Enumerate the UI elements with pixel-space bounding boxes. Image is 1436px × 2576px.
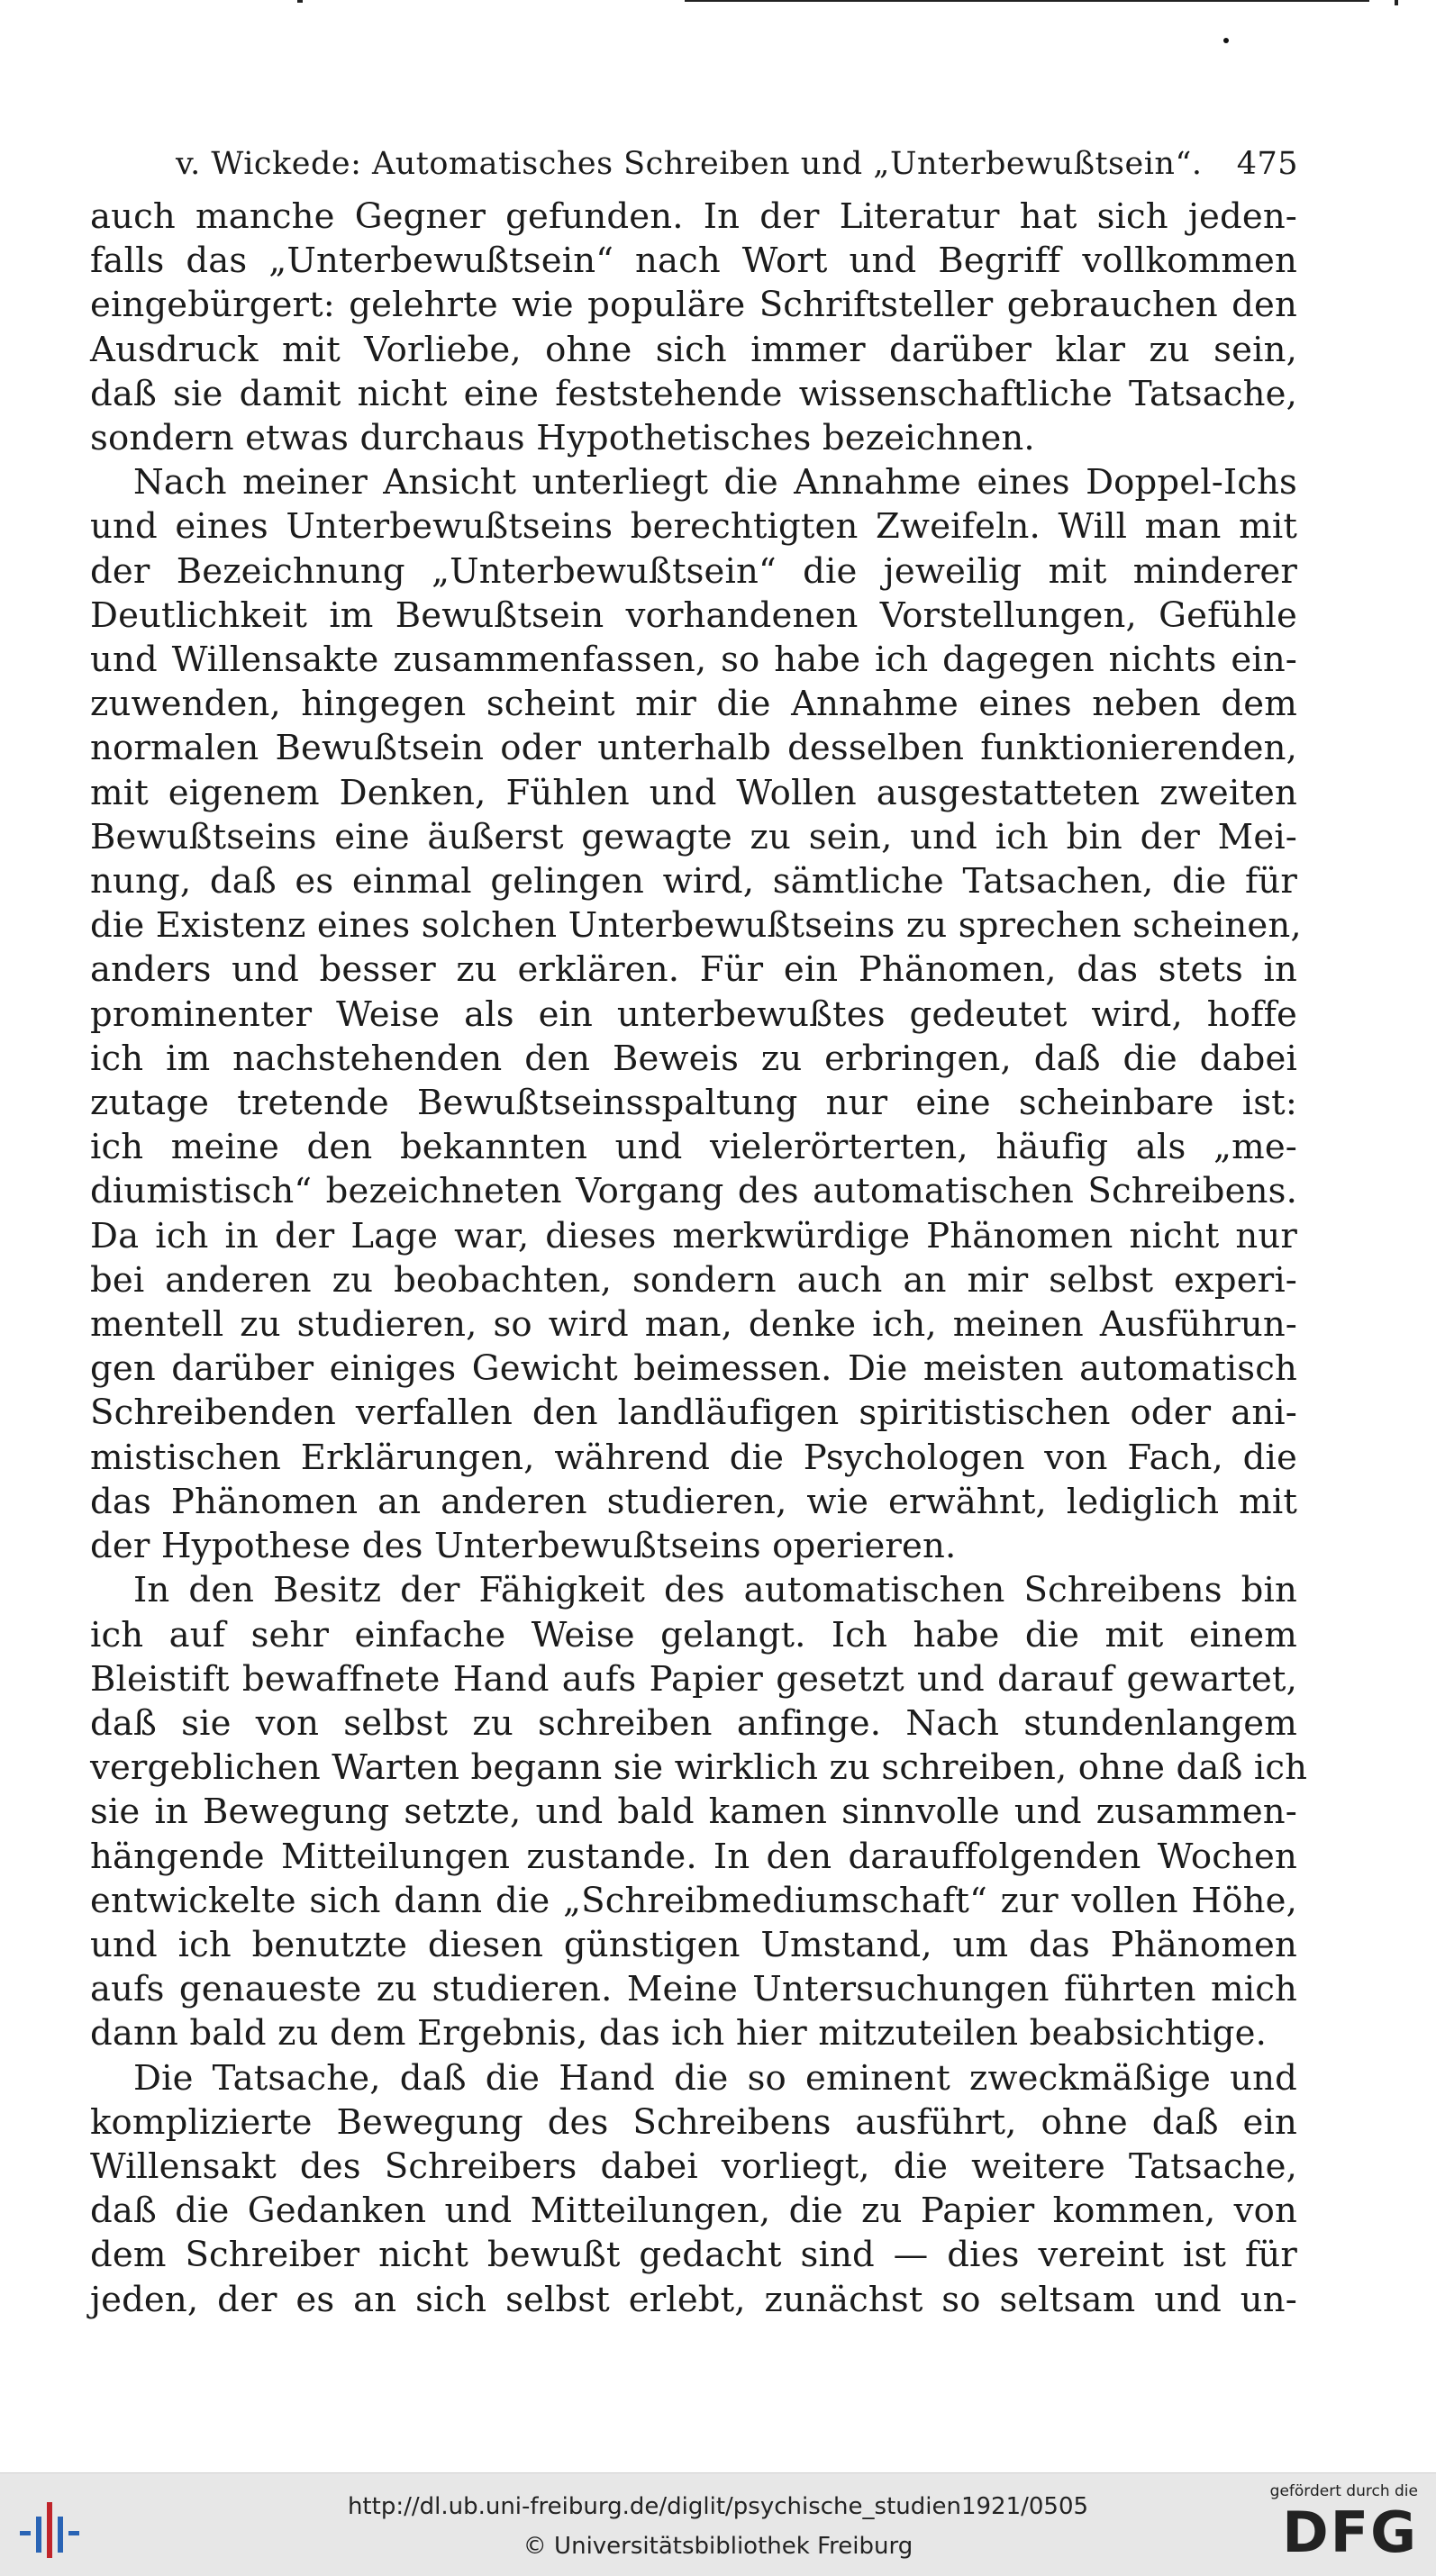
- text-line: mistischen Erklärungen, während die Psychologen von Fach, die: [90, 1437, 1297, 1478]
- text-line: nung, daß es einmal gelingen wird, sämtliche Tatsachen, die für: [90, 861, 1297, 903]
- text-line: daß sie damit nicht eine feststehende wissenschaftliche Tatsache,: [90, 373, 1297, 414]
- text-line: dem Schreiber nicht bewußt gedacht sind — dies vereint ist für: [90, 2235, 1297, 2276]
- text-line: entwickelte sich dann die „Schreibmediumschaft“ zur vollen Höhe,: [90, 1880, 1297, 1921]
- text-line: daß die Gedanken und Mitteilungen, die zu Papier kommen, von: [90, 2191, 1297, 2232]
- text-line: mentell zu studieren, so wird man, denke ich, meinen Ausführun-: [90, 1304, 1297, 1346]
- scan-speck: [1223, 38, 1229, 43]
- text-line: Die Tatsache, daß die Hand die so eminent zweckmäßige und: [133, 2057, 1297, 2099]
- text-line: der Bezeichnung „Unterbewußtsein“ die jeweilig mit minderer: [90, 550, 1297, 592]
- text-line: Willensakt des Schreibers dabei vorliegt, die weitere Tatsache,: [90, 2145, 1297, 2187]
- text-line: gen darüber einiges Gewicht beimessen. Die meisten automatisch: [90, 1348, 1297, 1390]
- text-line: dann bald zu dem Ergebnis, das ich hier mitzuteilen beabsichtige.: [90, 2013, 1268, 2054]
- dfg-logo: DFG: [1282, 2499, 1418, 2565]
- text-line: ich meine den bekannten und vielerörterten, häufig als „me-: [90, 1127, 1297, 1168]
- text-line: ich auf sehr einfache Weise gelangt. Ich habe die mit einem: [90, 1614, 1297, 1655]
- text-line: komplizierte Bewegung des Schreibens ausführt, ohne daß ein: [90, 2101, 1297, 2143]
- text-line: ich im nachstehenden den Beweis zu erbringen, daß die dabei: [90, 1038, 1297, 1079]
- body-text: [90, 195, 1308, 2322]
- text-line: mit eigenem Denken, Fühlen und Wollen ausgestatteten zweiten: [90, 772, 1297, 813]
- text-line: zuwenden, hingegen scheint mir die Annahme eines neben dem: [90, 684, 1297, 725]
- paragraph: [90, 1568, 1308, 2055]
- paragraph: [90, 460, 1302, 1568]
- footer-bar: [0, 2472, 1436, 2576]
- paragraph: [90, 195, 1297, 460]
- page-number: 475: [1236, 146, 1298, 182]
- running-head-title: v. Wickede: Automatisches Schreiben und „Unterbewußtsein“.: [176, 146, 1203, 182]
- text-line: falls das „Unterbewußtsein“ nach Wort und Begriff vollkommen: [90, 240, 1297, 282]
- text-line: Ausdruck mit Vorliebe, ohne sich immer darüber klar zu sein,: [90, 329, 1297, 370]
- text-line: Bleistift bewaffnete Hand aufs Papier gesetzt und darauf gewartet,: [90, 1658, 1297, 1700]
- text-line: prominenter Weise als ein unterbewußtes gedeutet wird, hoffe: [90, 993, 1297, 1035]
- text-line: vergeblichen Warten begann sie wirklich zu schreiben, ohne daß ich: [90, 1747, 1308, 1789]
- running-head: [90, 133, 1297, 195]
- book-page: [90, 133, 1308, 2322]
- text-line: die Existenz eines solchen Unterbewußtseins zu sprechen scheinen,: [90, 905, 1302, 947]
- text-line: aufs genaueste zu studieren. Meine Untersuchungen führten mich: [90, 1969, 1297, 2010]
- text-line: Da ich in der Lage war, dieses merkwürdige Phänomen nicht nur: [90, 1215, 1297, 1256]
- text-line: und ich benutzte diesen günstigen Umstand, um das Phänomen: [90, 1924, 1297, 1965]
- scan-edge: [0, 0, 1436, 7]
- sponsor-text: gefördert durch die: [1269, 2482, 1418, 2500]
- paragraph: [90, 2056, 1297, 2322]
- text-line: Deutlichkeit im Bewußtsein vorhandenen Vorstellungen, Gefühle: [90, 594, 1297, 636]
- text-line: sie in Bewegung setzte, und bald kamen sinnvolle und zusammen-: [90, 1791, 1297, 1833]
- text-line: und eines Unterbewußtseins berechtigten Zweifeln. Will man mit: [90, 506, 1297, 548]
- text-line: anders und besser zu erklären. Für ein Phänomen, das stets in: [90, 949, 1297, 991]
- copyright-notice: © Universitätsbibliothek Freiburg: [523, 2533, 913, 2560]
- text-line: jeden, der es an sich selbst erlebt, zunächst so seltsam und un-: [90, 2279, 1297, 2320]
- text-line: Schreibenden verfallen den landläufigen spiritistischen oder ani-: [90, 1392, 1297, 1434]
- text-line: zutage tretende Bewußtseinsspaltung nur eine scheinbare ist:: [90, 1083, 1297, 1124]
- source-url-link[interactable]: http://dl.ub.uni-freiburg.de/diglit/psychische_studien1921/0505: [347, 2493, 1089, 2520]
- text-line: hängende Mitteilungen zustande. In den darauffolgenden Wochen: [90, 1836, 1297, 1877]
- text-line: In den Besitz der Fähigkeit des automatischen Schreibens bin: [133, 1570, 1297, 1611]
- text-line: und Willensakte zusammenfassen, so habe ich dagegen nichts ein-: [90, 639, 1297, 681]
- text-line: der Hypothese des Unterbewußtseins operieren.: [90, 1526, 957, 1567]
- text-line: diumistisch“ bezeichneten Vorgang des automatischen Schreibens.: [90, 1171, 1297, 1212]
- text-line: daß sie von selbst zu schreiben anfinge. Nach stundenlangem: [90, 1702, 1297, 1744]
- text-line: Nach meiner Ansicht unterliegt die Annahme eines Doppel-Ichs: [133, 462, 1297, 503]
- text-line: normalen Bewußtsein oder unterhalb desselben funktionierenden,: [90, 728, 1297, 769]
- text-line: auch manche Gegner gefunden. In der Literatur hat sich jeden-: [90, 196, 1297, 237]
- dfg-sponsor: [1265, 2482, 1418, 2572]
- text-line: Bewußtseins eine äußerst gewagte zu sein, und ich bin der Mei-: [90, 816, 1297, 857]
- text-line: das Phänomen an anderen studieren, wie erwähnt, lediglich mit: [90, 1481, 1297, 1522]
- text-line: sondern etwas durchaus Hypothetisches bezeichnen.: [90, 418, 1035, 459]
- text-line: bei anderen zu beobachten, sondern auch an mir selbst experi-: [90, 1259, 1297, 1301]
- text-line: eingebürgert: gelehrte wie populäre Schriftsteller gebrauchen den: [90, 285, 1297, 326]
